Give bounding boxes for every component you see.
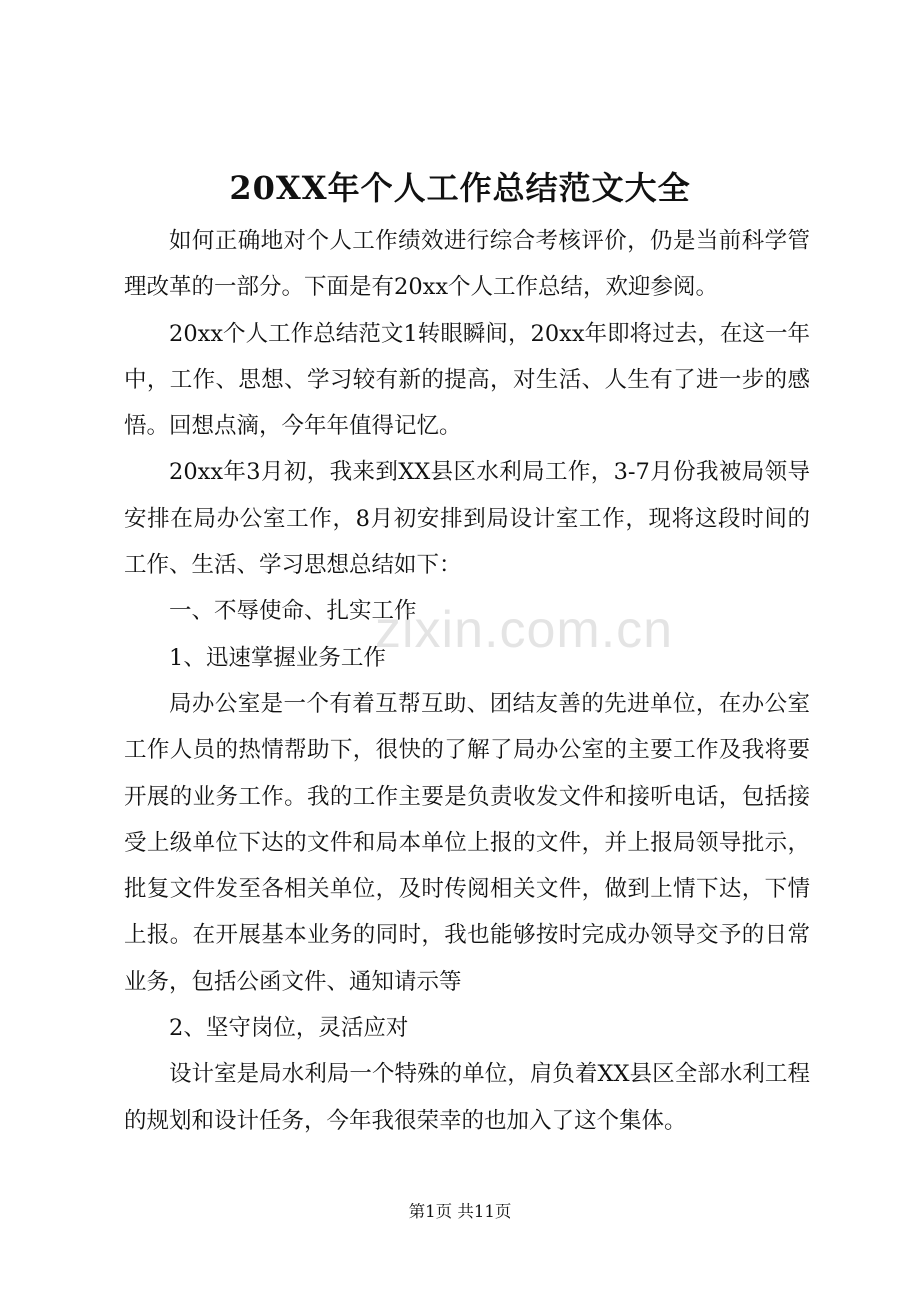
page-footer: 第1页 共11页 [408, 1202, 512, 1221]
subsection-heading-2: 2、坚守岗位，灵活应对 [169, 1015, 409, 1042]
paragraph-intro: 如何正确地对个人工作绩效进行综合考核评价，仍是当前科学管理改革的一部分。下面是有20xx个人工作总结，欢迎参阅。 [124, 228, 810, 301]
document-body [124, 218, 810, 1144]
paragraph-work-history: 20xx年3月初，我来到XX县区水利局工作，3-7月份我被局领导安排在局办公室工作，8月初安排到局设计室工作，现将这段时间的工作、生活、学习思想总结如下： [124, 459, 810, 579]
document-title: 20XX年个人工作总结范文大全 [229, 169, 691, 207]
section-heading-1: 一、不辱使命、扎实工作 [169, 598, 417, 625]
paragraph-summary-opening: 20xx个人工作总结范文1转眼瞬间，20xx年即将过去，在这一年中，工作、思想、学习较有新的提高，对生活、人生有了进一步的感悟。回想点滴，今年年值得记忆。 [124, 320, 810, 440]
paragraph-office-work: 局办公室是一个有着互帮互助、团结友善的先进单位，在办公室工作人员的热情帮助下，很快的了解了局办公室的主要工作及我将要开展的业务工作。我的工作主要是负责收发文件和接听电话，包括接受上级单位下达的文件和局本单位上报的文件，并上报局领导批示，批复文件发至各相关单位，及时传阅相关文件，做到上情下达，下情上报。在开展基本业务的同时，我也能够按时完成办领导交予的日常业务，包括公函文件、通知请示等 [124, 690, 810, 995]
subsection-heading-1: 1、迅速掌握业务工作 [169, 644, 386, 671]
paragraph-design-office: 设计室是局水利局一个特殊的单位，肩负着XX县区全部水利工程的规划和设计任务，今年我很荣幸的也加入了这个集体。 [124, 1061, 810, 1134]
site-watermark: zixin.com.cn [375, 601, 674, 659]
